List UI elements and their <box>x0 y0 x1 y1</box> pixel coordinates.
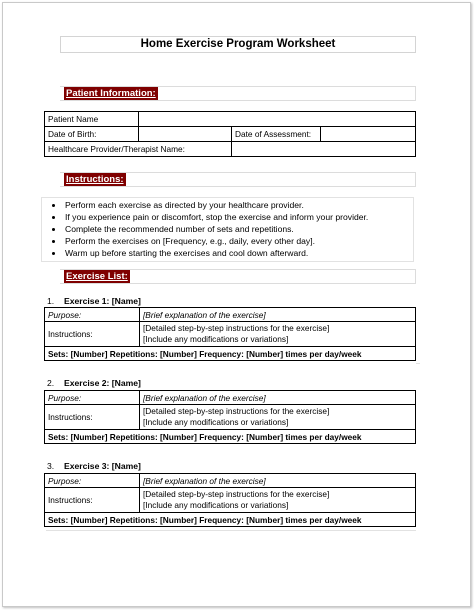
patient-name-field[interactable] <box>139 112 416 127</box>
instructions-line: [Include any modifications or variations] <box>143 417 289 427</box>
instructions-heading: Instructions: <box>66 174 124 185</box>
exercise-name: Exercise 3: [Name] <box>64 461 141 471</box>
purpose-label: Purpose: <box>45 474 140 488</box>
patient-info-heading: Patient Information: <box>66 88 156 99</box>
dob-label: Date of Birth: <box>45 127 139 142</box>
instructions-value[interactable] <box>140 405 416 430</box>
exercise-3-title <box>44 460 415 472</box>
sets-reps-frequency[interactable]: Sets: [Number] Repetitions: [Number] Frequency: [Number] times per day/week <box>45 347 416 361</box>
purpose-value[interactable]: [Brief explanation of the exercise] <box>140 474 416 488</box>
provider-name-field[interactable] <box>232 142 416 157</box>
assessment-date-label: Date of Assessment: <box>232 127 321 142</box>
exercise-list-heading: Exercise List: <box>66 271 128 282</box>
exercise-1-title <box>44 295 415 307</box>
exercise-2-title <box>44 377 415 389</box>
instruction-item: • If you experience pain or discomfort, stop the exercise and inform your provider. <box>64 211 413 223</box>
patient-info-header-bar <box>60 86 416 101</box>
document-title: Home Exercise Program Worksheet <box>60 36 416 53</box>
purpose-label: Purpose: <box>45 308 140 322</box>
assessment-date-field[interactable] <box>321 127 416 142</box>
purpose-label: Purpose: <box>45 391 140 405</box>
instruction-item: • Warm up before starting the exercises and cool down afterward. <box>64 247 413 259</box>
instructions-label: Instructions: <box>45 322 140 347</box>
instructions-line: [Include any modifications or variations] <box>143 334 289 344</box>
provider-name-label: Healthcare Provider/Therapist Name: <box>45 142 232 157</box>
instructions-value[interactable] <box>140 322 416 347</box>
sets-reps-frequency[interactable]: Sets: [Number] Repetitions: [Number] Frequency: [Number] times per day/week <box>45 513 416 527</box>
instruction-item: • Perform the exercises on [Frequency, e.g., daily, every other day]. <box>64 235 413 247</box>
instructions-line: [Detailed step-by-step instructions for the exercise] <box>143 406 330 416</box>
patient-name-label: Patient Name <box>45 112 139 127</box>
exercise-name: Exercise 2: [Name] <box>64 378 141 388</box>
divider <box>416 363 420 364</box>
divider <box>46 530 416 531</box>
instructions-value[interactable] <box>140 488 416 513</box>
exercise-3-table <box>44 473 416 527</box>
instructions-label: Instructions: <box>45 488 140 513</box>
exercise-list-header-bar <box>60 269 416 284</box>
exercise-number: 2. <box>47 378 55 388</box>
dob-field[interactable] <box>139 127 232 142</box>
instructions-list <box>41 197 414 262</box>
instruction-item: • Perform each exercise as directed by your healthcare provider. <box>64 199 413 211</box>
instructions-header-bar <box>60 172 416 187</box>
purpose-value[interactable]: [Brief explanation of the exercise] <box>140 391 416 405</box>
exercise-name: Exercise 1: [Name] <box>64 296 141 306</box>
exercise-number: 1. <box>47 296 55 306</box>
purpose-value[interactable]: [Brief explanation of the exercise] <box>140 308 416 322</box>
sets-reps-frequency[interactable]: Sets: [Number] Repetitions: [Number] Frequency: [Number] times per day/week <box>45 430 416 444</box>
instruction-item: • Complete the recommended number of sets and repetitions. <box>64 223 413 235</box>
worksheet-page <box>2 2 471 607</box>
exercise-number: 3. <box>47 461 55 471</box>
instructions-line: [Detailed step-by-step instructions for the exercise] <box>143 323 330 333</box>
instructions-line: [Detailed step-by-step instructions for the exercise] <box>143 489 330 499</box>
instructions-label: Instructions: <box>45 405 140 430</box>
patient-info-table <box>44 111 416 157</box>
exercise-1-table <box>44 307 416 361</box>
instructions-line: [Include any modifications or variations] <box>143 500 289 510</box>
exercise-2-table <box>44 390 416 444</box>
